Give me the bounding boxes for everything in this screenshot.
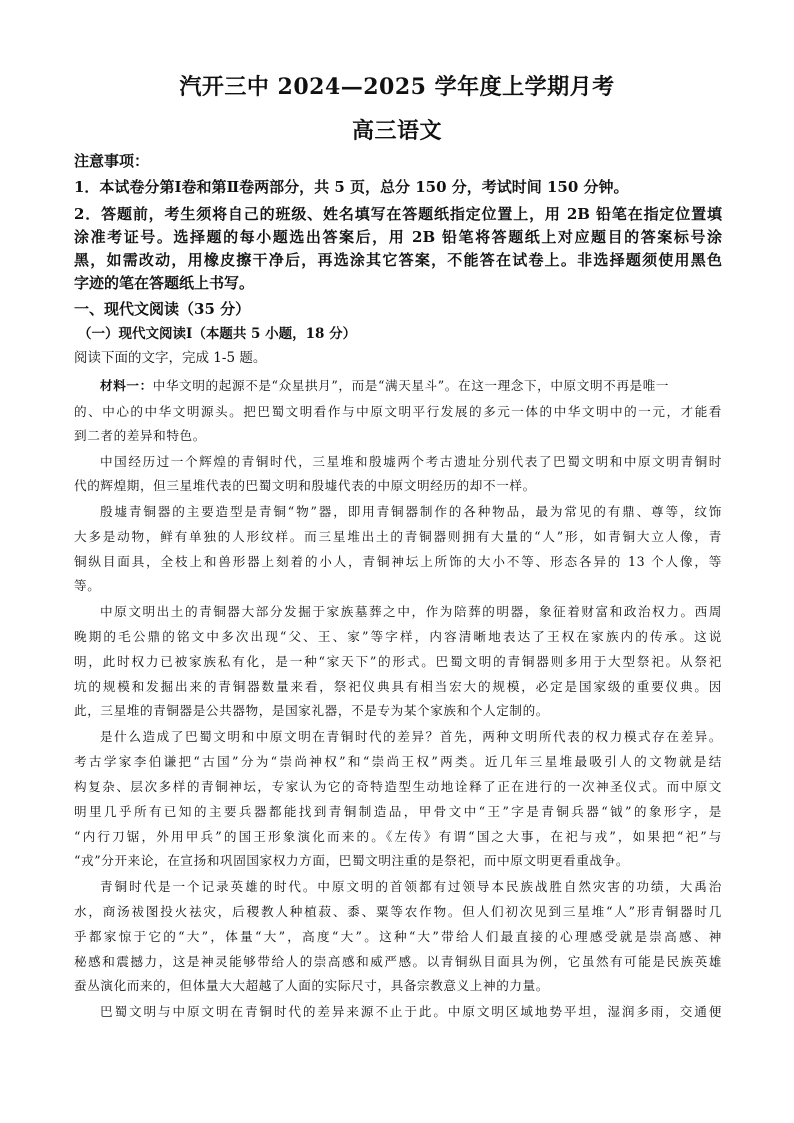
passage-line: “戎”分开来论，在宣扬和巩固国家权力方面，巴蜀文明注重的是祭祀，而中原文明更看重战争。 [74,853,630,868]
passage-line: 到二者的差异和特色。 [74,428,206,443]
exam-title: 汽开三中 2024—2025 学年度上学期月考 [179,74,615,100]
exam-subject: 高三语文 [351,118,442,144]
passage-line: “内行刀锯，外用甲兵”的国王形象演化而来的。《左传》有谓“国之大事，在祀与戎”，如果把“祀”与 [74,829,722,844]
notice-heading: 注意事项： [74,152,150,170]
notice-line-4: 黑，如需改动，用橡皮擦干净后，再选涂其它答案，不能答在试卷上。非选择题须使用黑色 [74,251,722,269]
passage-line: 青铜时代是一个记录英雄的时代。中原文明的首领都有过领导本民族战胜自然灾害的功绩，大禹治 [100,879,722,894]
reading-instruction: 阅读下面的文字，完成 1-5 题。 [74,350,267,366]
passage-line: 代的辉煌期，但三星堆代表的巴蜀文明和殷墟代表的中原文明经历的却不一样。 [74,478,536,493]
passage-line: 秘感和震撼力，这是神灵能够带给人的崇高感和威严感。以青铜纵目面具为例，它虽然有可能是民族英雄 [74,954,722,969]
sub-section-heading: （一）现代文阅读Ⅰ（本题共 5 小题，18 分） [78,326,357,342]
material-label: 材料一： [100,378,153,393]
passage-line: 中原文明出土的青铜器大部分发掘于家族墓葬之中，作为陪葬的明器，象征着财富和政治权力。西周 [100,604,722,619]
section-heading: 一、现代文阅读（35 分） [74,300,251,318]
passage-line: 铜纵目面具，全枝上和兽形器上刻着的小人，青铜神坛上所饰的大小不等、形态各异的 13 个人像，等 [74,554,722,569]
passage-line: 明，此时权力已被家族私有化，是一种“家天下”的形式。巴蜀文明的青铜器则多用于大型祭祀。从祭祀 [74,654,722,669]
passage-line: 晚期的毛公鼎的铭文中多次出现“父、王、家”等字样，内容清晰地表达了王权在家族内的传承。这说 [74,629,722,644]
notice-line-2: 2．答题前，考生须将自己的班级、姓名填写在答题纸指定位置上，用 2B 铅笔在指定位置填 [74,205,722,223]
passage-line: 大多是动物，鲜有单独的人形纹样。而三星堆出土的青铜器则拥有大量的“人”形，如青铜大立人像，青 [74,529,722,544]
notice-line-3: 涂准考证号。选择题的每小题选出答案后，用 2B 铅笔将答题纸上对应题目的答案标号涂 [74,228,722,246]
passage-line: 水，商汤祓图投火祛灾，后稷教人种植菽、黍、粟等农作物。但人们初次见到三星堆“人”形青铜器时几 [74,904,722,919]
passage-line: 中国经历过一个辉煌的青铜时代，三星堆和殷墟两个考古遗址分别代表了巴蜀文明和中原文明青铜时 [100,454,722,469]
passage-line: 的、中心的中华文明源头。把巴蜀文明看作与中原文明平行发展的多元一体的中华文明中的一元，才能看 [74,404,722,419]
passage-line: 乎都家惊于它的“大”，体量“大”，高度“大”。这种“大”带给人们最直接的心理感受就是崇高感、神 [74,929,722,944]
notice-line-5: 字迹的笔在答题纸上书写。 [74,274,255,292]
passage-line: 是什么造成了巴蜀文明和中原文明在青铜时代的差异？首先，两种文明所代表的权力模式存在差异。 [100,729,722,744]
passage-line: 此，三星堆的青铜器是公共器物，是国家礼器，不是专为某个家族和个人定制的。 [74,703,549,718]
passage-line: 构复杂、层次多样的青铜神坛，专家认为它的奇特造型生动地诠释了正在进行的一次神圣仪式。而中原文 [74,779,722,794]
notice-line-1: 1．本试卷分第Ⅰ卷和第Ⅱ卷两部分，共 5 页，总分 150 分，考试时间 150 分钟。 [74,178,629,196]
passage-line: 考古学家李伯谦把“古国”分为“崇尚神权”和“崇尚王权”两类。近几年三星堆最吸引人的文物就是结 [74,754,722,769]
passage-line: 等。 [74,578,101,593]
passage-line: 巴蜀文明与中原文明在青铜时代的差异来源不止于此。中原文明区域地势平坦，湿润多雨，交通便 [100,1004,722,1019]
passage-line: 明里几乎所有已知的主要兵器都能找到青铜制造品，甲骨文中“王”字是青铜兵器“钺”的象形字，是 [74,804,722,819]
passage-line: 材料一：中华文明的起源不是“众星拱月”，而是“满天星斗”。在这一理念下，中原文明不再是唯一 [100,378,670,393]
passage-line: 坑的规模和发掘出来的青铜器数量来看，祭祀仪典具有相当宏大的规模，必定是国家级的重要仪典。因 [74,679,722,694]
passage-line: 蚕丛演化而来的，但体量大大超越了人面的实际尺寸，具备宗教意义上神的力量。 [74,978,549,993]
passage-line: 殷墟青铜器的主要造型是青铜“物”器，即用青铜器制作的各种物品，最为常见的有鼎、尊等，纹饰 [100,504,722,519]
